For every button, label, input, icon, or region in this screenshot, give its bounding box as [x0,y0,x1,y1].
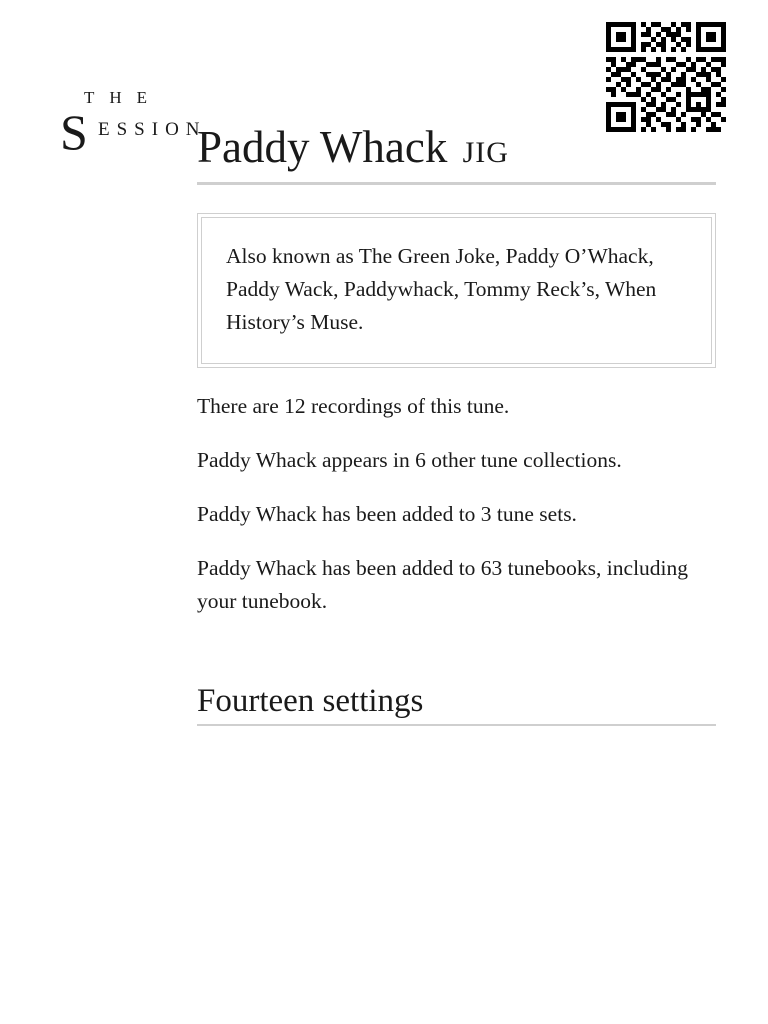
site-logo[interactable] [60,88,220,168]
logo-the-text: THE [84,88,163,107]
page-title [197,118,716,185]
recordings-stat[interactable]: There are 12 recordings of this tune. [197,394,510,418]
qr-code-icon [606,22,726,132]
aka-text: Also known as The Green Joke, Paddy O’Whack, Paddy Wack, Paddywhack, Tommy Reck’s, When History’s Muse. [201,217,712,364]
tunebooks-stat[interactable]: Paddy Whack has been added to 63 tunebooks, including your tunebook. [197,556,689,613]
collections-stat[interactable]: Paddy Whack appears in 6 other tune collections. [197,448,622,472]
tune-name: Paddy Whack [197,122,448,172]
aka-box [197,213,716,368]
tune-main [197,118,716,726]
settings-heading: Fourteen settings [197,680,716,726]
logo-s-letter: S [60,104,88,160]
tune-type[interactable]: JIG [462,136,509,169]
sets-stat[interactable]: Paddy Whack has been added to 3 tune sets. [197,502,577,526]
logo-ession-text: ESSION [98,119,207,140]
